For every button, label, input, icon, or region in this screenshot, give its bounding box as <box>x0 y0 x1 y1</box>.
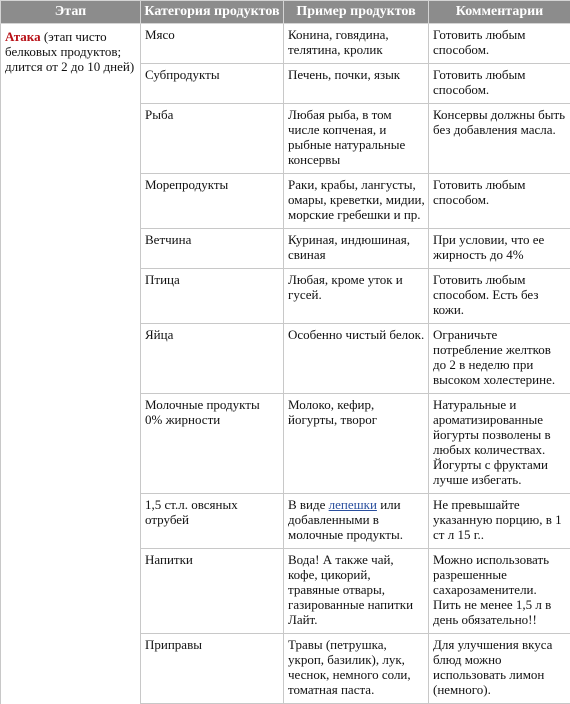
example-cell: Раки, крабы, лангусты, омары, креветки, мидии, морские гребешки и пр. <box>284 174 429 229</box>
example-cell: Вода! А также чай, кофе, цикорий, травяные отвары, газированные напитки Лайт. <box>284 549 429 634</box>
category-cell: 1,5 ст.л. овсяных отрубей <box>141 494 284 549</box>
comment-cell: Готовить любым способом. <box>429 64 570 104</box>
example-cell <box>284 494 429 549</box>
category-cell: Яйца <box>141 324 284 394</box>
category-cell: Мясо <box>141 24 284 64</box>
category-cell: Рыба <box>141 104 284 174</box>
stage-name: Атака <box>5 29 41 44</box>
example-cell: Конина, говядина, телятина, кролик <box>284 24 429 64</box>
comment-cell: Натуральные и ароматизированные йогурты позволены в любых количествах. Йогурты с фруктами лучше избегать. <box>429 394 570 494</box>
comment-cell: Не превышайте указанную порцию, в 1 ст л 15 г.. <box>429 494 570 549</box>
category-cell: Птица <box>141 269 284 324</box>
example-cell: Травы (петрушка, укроп, базилик), лук, чеснок, немного соли, томатная паста. <box>284 634 429 704</box>
comment-cell: Готовить любым способом. Есть без кожи. <box>429 269 570 324</box>
comment-cell: Для улучшения вкуса блюд можно использовать лимон (немного). <box>429 634 570 704</box>
example-cell: Любая, кроме уток и гусей. <box>284 269 429 324</box>
comment-cell: При условии, что ее жирность до 4% <box>429 229 570 269</box>
category-cell: Молочные продукты 0% жирности <box>141 394 284 494</box>
category-cell: Морепродукты <box>141 174 284 229</box>
comment-cell: Можно использовать разрешенные сахарозаменители. Пить не менее 1,5 л в день обязательно!! <box>429 549 570 634</box>
header-row <box>1 1 570 24</box>
stage-description: (этап чисто белковых продуктов; длится от 2 до 10 дней) <box>5 29 134 74</box>
stage-cell <box>1 24 141 704</box>
example-cell: Любая рыба, в том числе копченая, и рыбные натуральные консервы <box>284 104 429 174</box>
example-text-post: или добавленными в молочные продукты. <box>288 497 403 542</box>
category-cell: Приправы <box>141 634 284 704</box>
comment-cell: Готовить любым способом. <box>429 24 570 64</box>
category-cell: Ветчина <box>141 229 284 269</box>
example-cell: Куриная, индюшиная, свиная <box>284 229 429 269</box>
category-cell: Субпродукты <box>141 64 284 104</box>
header-comment: Комментарии <box>429 1 570 24</box>
example-text-pre: В виде <box>288 497 329 512</box>
header-stage: Этап <box>1 1 141 24</box>
example-cell: Печень, почки, язык <box>284 64 429 104</box>
comment-cell: Консервы должны быть без добавления масла. <box>429 104 570 174</box>
flatbread-link[interactable]: лепешки <box>329 497 377 512</box>
comment-cell: Готовить любым способом. <box>429 174 570 229</box>
example-cell: Молоко, кефир, йогурты, творог <box>284 394 429 494</box>
category-cell: Напитки <box>141 549 284 634</box>
header-example: Пример продуктов <box>284 1 429 24</box>
example-cell: Особенно чистый белок. <box>284 324 429 394</box>
table-row <box>1 24 570 64</box>
header-category: Категория продуктов <box>141 1 284 24</box>
comment-cell: Ограничьте потребление желтков до 2 в неделю при высоком холестерине. <box>429 324 570 394</box>
